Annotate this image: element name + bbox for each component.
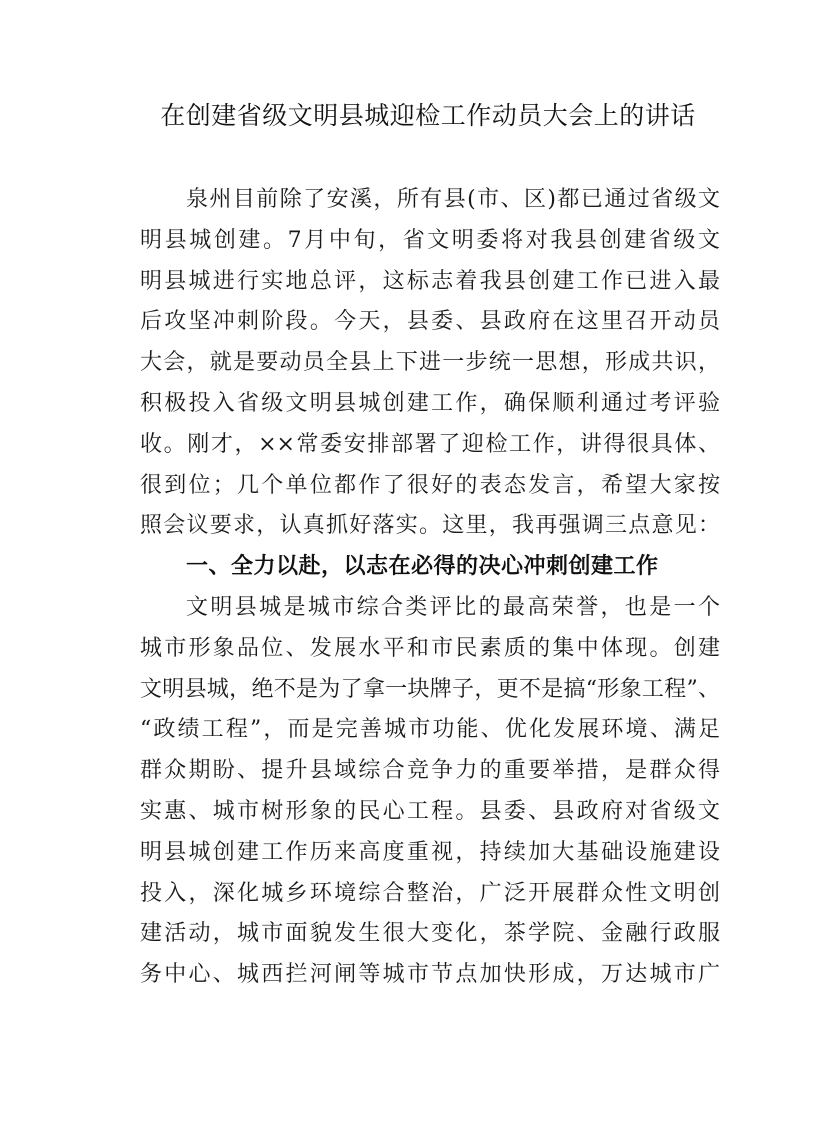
paragraph-line: 实惠、城市树形象的民心工程。县委、县政府对省级文 [140, 798, 720, 824]
paragraph-line: 文明县城，绝不是为了拿一块牌子，更不是搞“形象工程”、 [140, 676, 720, 702]
paragraph-line: 积极投入省级文明县城创建工作，确保顺利通过考评验 [140, 390, 720, 416]
document-body [140, 180, 720, 996]
paragraph-line: 投入，深化城乡环境综合整治，广泛开展群众性文明创 [140, 880, 720, 906]
paragraph-line: 很到位；几个单位都作了很好的表态发言，希望大家按 [140, 472, 720, 498]
paragraph-line: 后攻坚冲刺阶段。今天，县委、县政府在这里召开动员 [140, 309, 720, 335]
paragraph-line: 明县城进行实地总评，这标志着我县创建工作已进入最 [140, 268, 720, 294]
paragraph-line: 群众期盼、提升县域综合竞争力的重要举措，是群众得 [140, 758, 720, 784]
paragraph-line: 务中心、城西拦河闸等城市节点加快形成，万达城市广 [140, 962, 720, 988]
paragraph-line: 泉州目前除了安溪，所有县(市、区)都已通过省级文 [186, 187, 720, 212]
paragraph-line: 收。刚才，××常委安排部署了迎检工作，讲得很具体、 [140, 431, 720, 457]
paragraph-line: 建活动，城市面貌发生很大变化，茶学院、金融行政服 [140, 921, 720, 947]
document-title: 在创建省级文明县城迎检工作动员大会上的讲话 [160, 101, 696, 130]
paragraph-line: 明县城创建。7月中旬，省文明委将对我县创建省级文 [140, 227, 720, 253]
paragraph-line: 大会，就是要动员全县上下进一步统一思想，形成共识， [140, 350, 720, 376]
paragraph-line: 文明县城是城市综合类评比的最高荣誉，也是一个 [186, 594, 720, 620]
paragraph-line: 城市形象品位、发展水平和市民素质的集中体现。创建 [140, 635, 720, 661]
paragraph-line: 明县城创建工作历来高度重视，持续加大基础设施建设 [140, 839, 720, 865]
section-heading: 一、全力以赴，以志在必得的决心冲刺创建工作 [186, 554, 659, 580]
paragraph-line: “政绩工程”，而是完善城市功能、优化发展环境、满足 [140, 717, 720, 743]
paragraph-line: 照会议要求，认真抓好落实。这里，我再强调三点意见： [140, 513, 720, 539]
